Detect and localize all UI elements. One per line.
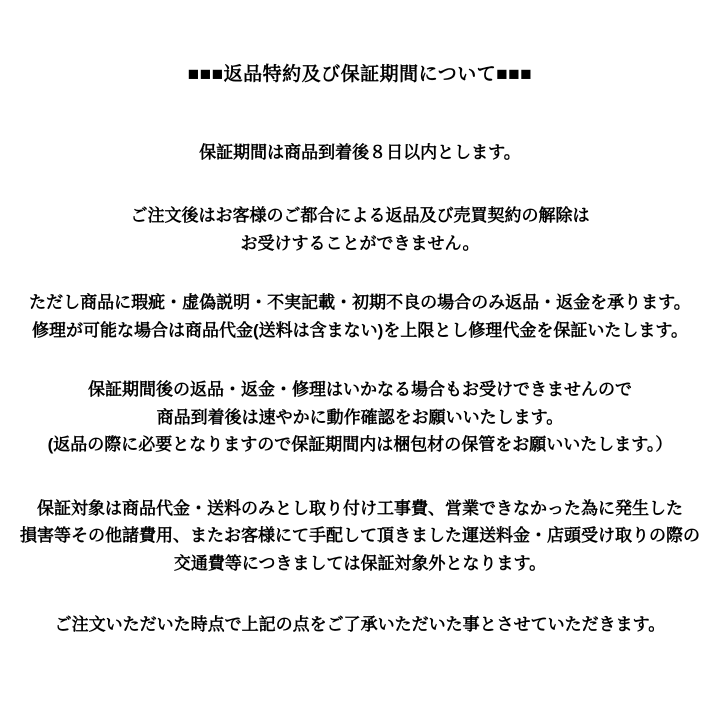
policy-line: 修理が可能な場合は商品代金(送料は含まない)を上限とし修理代金を保証いたします。 bbox=[32, 320, 688, 340]
policy-line: (返品の際に必要となりますので保証期間内は梱包材の保管をお願いいたします。） bbox=[47, 435, 673, 455]
section-agreement bbox=[0, 611, 720, 639]
policy-line: 保証期間後の返品・返金・修理はいかなる場合もお受けできませんので bbox=[88, 380, 632, 400]
policy-line: お受けすることができません。 bbox=[240, 233, 480, 253]
section-warranty-period bbox=[0, 139, 720, 167]
policy-line: 商品到着後は速やかに動作確認をお願いいたします。 bbox=[156, 407, 564, 427]
section-exceptions bbox=[0, 289, 720, 344]
policy-line: 保証期間は商品到着後８日以内とします。 bbox=[199, 142, 521, 162]
section-coverage-scope bbox=[0, 495, 720, 578]
page-title: ■■■返品特約及び保証期間について■■■ bbox=[187, 64, 533, 85]
section-after-period bbox=[0, 376, 720, 459]
policy-line: ただし商品に瑕疵・虚偽説明・不実記載・初期不良の場合のみ返品・返金を承ります。 bbox=[29, 293, 691, 313]
policy-line: 損害等その他諸費用、またお客様にて手配して頂きました運送料金・店頭受け取りの際の bbox=[20, 526, 700, 546]
policy-line: 保証対象は商品代金・送料のみとし取り付け工事費、営業できなかった為に発生した bbox=[37, 498, 683, 518]
policy-line: ご注文いただいた時点で上記の点をご了承いただいた事とさせていただきます。 bbox=[54, 615, 666, 635]
policy-line: ご注文後はお客様のご都合による返品及び売買契約の解除は bbox=[130, 206, 590, 226]
policy-line: 交通費等につきましては保証対象外となります。 bbox=[173, 553, 547, 573]
section-no-cancellation bbox=[0, 202, 720, 257]
